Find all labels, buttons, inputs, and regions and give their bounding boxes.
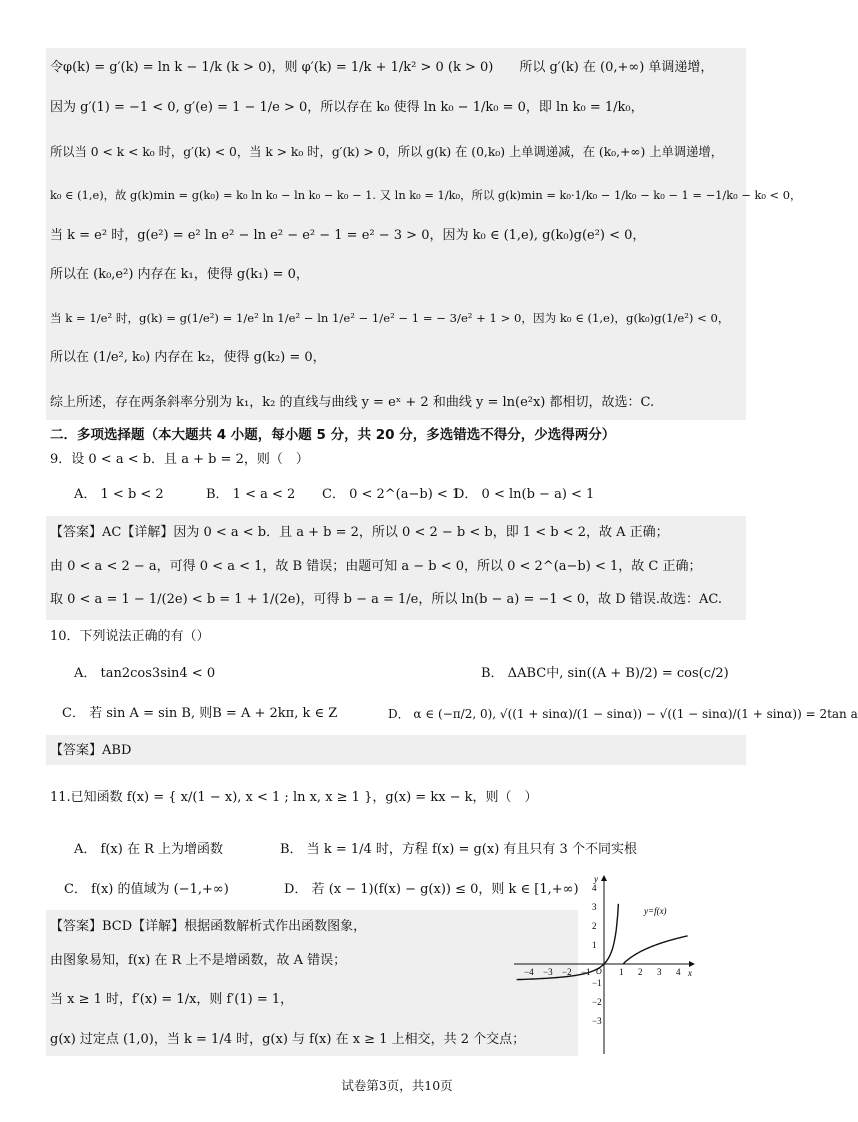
option-b: B． 当 k = 1/4 时，方程 f(x) = g(x) 有且只有 3 个不同实根 [280, 842, 637, 857]
x-axis-label: x [688, 968, 692, 978]
answer-line: 【答案】AC【详解】因为 0 < a < b．且 a + b = 2，所以 0 < 2 − b < b，即 1 < b < 2，故 A 正确； [50, 525, 669, 540]
x-tick-label: −3 [543, 967, 553, 977]
function-graph [506, 872, 702, 1062]
option-b: B． 1 < a < 2 [206, 487, 296, 502]
x-tick-label: −4 [524, 967, 534, 977]
text-line: 所以在 (1/e², k₀) 内存在 k₂，使得 g(k₂) = 0， [50, 350, 326, 365]
option-b: B． ΔABC中, sin((A + B)/2) = cos(c/2) [481, 666, 729, 681]
y-tick-label: −3 [592, 1016, 602, 1026]
page-footer: 试卷第3页，共10页 [341, 1078, 453, 1093]
text-line: 当 k = 1/e² 时，g(k) = g(1/e²) = 1/e² ln 1/e² − ln 1/e² − 1/e² − 1 = − 3/e² + 1 > 0，因为 k₀ ∈ (1,e)，g(k₀)g(1/e²) < 0， [50, 311, 730, 325]
text-line: 因为 g′(1) = −1 < 0, g′(e) = 1 − 1/e > 0，所以存在 k₀ 使得 ln k₀ − 1/k₀ = 0，即 ln k₀ = 1/k₀， [50, 100, 644, 115]
answer-line: 【答案】ABD [50, 743, 132, 758]
question-stem: 11.已知函数 f(x) = { x/(1 − x), x < 1 ; ln x, x ≥ 1 }，g(x) = kx − k，则（ ） [50, 790, 538, 805]
answer-line: g(x) 过定点 (1,0)，当 k = 1/4 时，g(x) 与 f(x) 在 x ≥ 1 上相交，共 2 个交点； [50, 1032, 526, 1047]
answer-line: 由 0 < a < 2 − a，可得 0 < a < 1，故 B 错误；由题可知 a − b < 0，所以 0 < 2^(a−b) < 1，故 C 正确； [50, 559, 702, 574]
option-c: C． f(x) 的值域为 (−1,+∞) [64, 882, 229, 897]
option-c: C． 若 sin A = sin B, 则B = A + 2kπ, k ∈ Z [62, 706, 338, 721]
answer-line: 由图象易知，f(x) 在 R 上不是增函数，故 A 错误； [50, 953, 347, 968]
y-tick-label: 2 [592, 921, 597, 931]
option-c: C． 0 < 2^(a−b) < 1 [322, 487, 461, 502]
x-tick-label: 1 [619, 967, 624, 977]
curve-label: y=f(x) [644, 906, 667, 916]
option-a: A． 1 < b < 2 [74, 487, 164, 502]
y-axis-label: y [594, 874, 598, 884]
y-tick-label: 4 [592, 883, 597, 893]
answer-line: 当 x ≥ 1 时，f′(x) = 1/x，则 f′(1) = 1， [50, 992, 294, 1007]
origin-label: O [596, 967, 602, 976]
option-a: A． f(x) 在 R 上为增函数 [74, 842, 223, 857]
x-tick-label: 4 [676, 967, 681, 977]
text-line: k₀ ∈ (1,e)，故 g(k)min = g(k₀) = k₀ ln k₀ − ln k₀ − k₀ − 1. 又 ln k₀ = 1/k₀，所以 g(k)min = k₀·1/k₀ − 1/k₀ − k₀ − 1 = −1/k₀ − k₀ < 0， [50, 188, 802, 202]
question-stem: 9．设 0 < a < b．且 a + b = 2，则（ ） [50, 452, 309, 467]
text-line: 综上所述，存在两条斜率分别为 k₁，k₂ 的直线与曲线 y = eˣ + 2 和曲线 y = ln(e²x) 都相切，故选：C. [50, 395, 655, 410]
x-tick-label: 3 [657, 967, 662, 977]
answer-line: 取 0 < a = 1 − 1/(2e) < b = 1 + 1/(2e)，可得 b − a = 1/e，所以 ln(b − a) = −1 < 0，故 D 错误.故选：AC. [50, 592, 722, 607]
x-tick-label: 2 [638, 967, 643, 977]
x-tick-label: −1 [581, 967, 591, 977]
option-d: D． 若 (x − 1)(f(x) − g(x)) ≤ 0，则 k ∈ [1,+∞) [284, 882, 579, 897]
text-line: 所以当 0 < k < k₀ 时，g′(k) < 0，当 k > k₀ 时，g′(k) > 0，所以 g(k) 在 (0,k₀) 上单调递减，在 (k₀,+∞) 上单调递增， [50, 145, 724, 159]
option-d: D． 0 < ln(b − a) < 1 [454, 487, 595, 502]
curve-log-branch [623, 936, 688, 964]
answer-block-q10 [46, 735, 746, 765]
y-tick-label: −2 [592, 997, 602, 1007]
text-line: 令φ(k) = g′(k) = ln k − 1/k (k > 0)，则 φ′(k) = 1/k + 1/k² > 0 (k > 0) 所以 g′(k) 在 (0,+∞) 单调递增， [50, 60, 714, 75]
answer-line: 【答案】BCD【详解】根据函数解析式作出函数图象， [50, 919, 367, 934]
text-line: 所以在 (k₀,e²) 内存在 k₁，使得 g(k₁) = 0， [50, 267, 309, 282]
question-stem: 10．下列说法正确的有（） [50, 629, 210, 644]
x-tick-label: −2 [562, 967, 572, 977]
section-heading: 二．多项选择题（本大题共 4 小题，每小题 5 分，共 20 分，多选错选不得分，少选得两分） [50, 427, 616, 443]
option-d: D． α ∈ (−π/2, 0), √((1 + sinα)/(1 − sinα)) − √((1 − sinα)/(1 + sinα)) = 2tan a [388, 707, 858, 721]
text-line: 当 k = e² 时，g(e²) = e² ln e² − ln e² − e² − 1 = e² − 3 > 0，因为 k₀ ∈ (1,e), g(k₀)g(e²) < 0， [50, 228, 646, 243]
y-tick-label: −1 [592, 978, 602, 988]
y-tick-labels [592, 883, 602, 1026]
option-a: A． tan2cos3sin4 < 0 [74, 666, 216, 681]
y-tick-label: 3 [592, 902, 597, 912]
y-tick-label: 1 [592, 940, 597, 950]
x-tick-labels [524, 967, 681, 977]
